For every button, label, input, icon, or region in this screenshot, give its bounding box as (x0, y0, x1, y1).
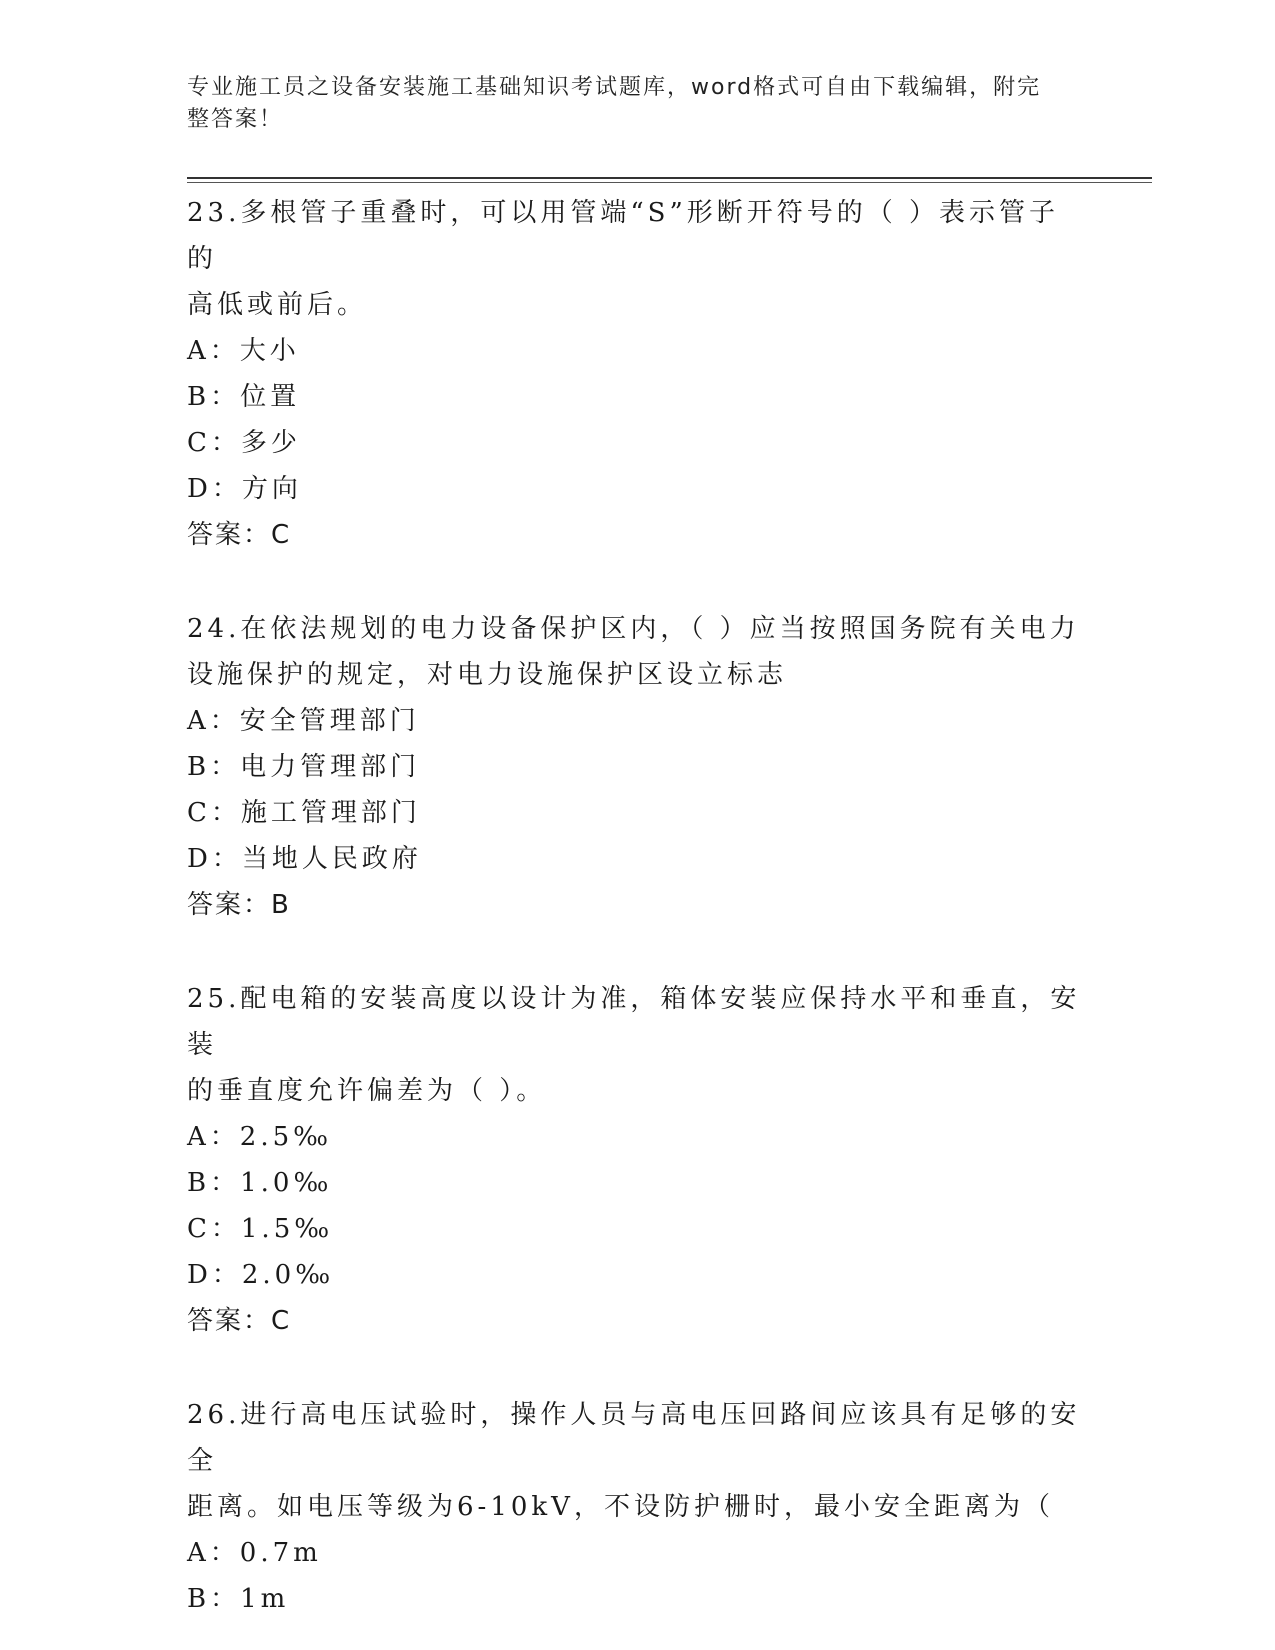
option-c: C：1.5‰ (187, 1214, 334, 1244)
document-header (187, 72, 1067, 136)
question-stem-line: 的垂直度允许偏差为（ ）。 (187, 1076, 547, 1106)
option-d: D：2.0‰ (187, 1260, 335, 1290)
question-25 (187, 976, 1087, 1344)
header-line-1: 专业施工员之设备安装施工基础知识考试题库，word格式可自由下载编辑，附完 (187, 75, 1042, 100)
answer-line: 答案：C (187, 520, 292, 550)
option-a: A：大小 (187, 336, 300, 366)
option-b: B：1m (187, 1584, 290, 1614)
option-b: B：位置 (187, 382, 301, 412)
answer-line: 答案：B (187, 890, 291, 920)
question-stem-line: 24.在依法规划的电力设备保护区内，（ ）应当按照国务院有关电力 (187, 614, 1080, 644)
question-list (187, 190, 1087, 1622)
option-b: B：1.0‰ (187, 1168, 333, 1198)
answer-line: 答案：C (187, 1306, 292, 1336)
option-a: A：安全管理部门 (187, 706, 420, 736)
question-stem-line: 26.进行高电压试验时，操作人员与高电压回路间应该具有足够的安全 (187, 1400, 1081, 1476)
option-a: A：0.7m (187, 1538, 322, 1568)
question-24 (187, 606, 1087, 928)
header-line-2: 整答案！ (187, 107, 284, 132)
option-c: C：多少 (187, 428, 301, 458)
question-23 (187, 190, 1087, 558)
question-stem-line: 高低或前后。 (187, 290, 368, 320)
option-d: D：方向 (187, 474, 302, 504)
question-26 (187, 1392, 1087, 1622)
header-divider-thick (187, 177, 1152, 179)
option-c: C：施工管理部门 (187, 798, 421, 828)
option-d: D：当地人民政府 (187, 844, 422, 874)
option-a: A：2.5‰ (187, 1122, 333, 1152)
question-stem-line: 23.多根管子重叠时，可以用管端“S”形断开符号的（ ）表示管子的 (187, 198, 1060, 274)
question-stem-line: 距离。如电压等级为6-10kV，不设防护栅时，最小安全距离为（ (187, 1492, 1054, 1522)
question-stem-line: 25.配电箱的安装高度以设计为准，箱体安装应保持水平和垂直，安装 (187, 984, 1081, 1060)
option-b: B：电力管理部门 (187, 752, 421, 782)
header-divider-thin (187, 182, 1152, 183)
question-stem-line: 设施保护的规定，对电力设施保护区设立标志 (187, 660, 788, 690)
